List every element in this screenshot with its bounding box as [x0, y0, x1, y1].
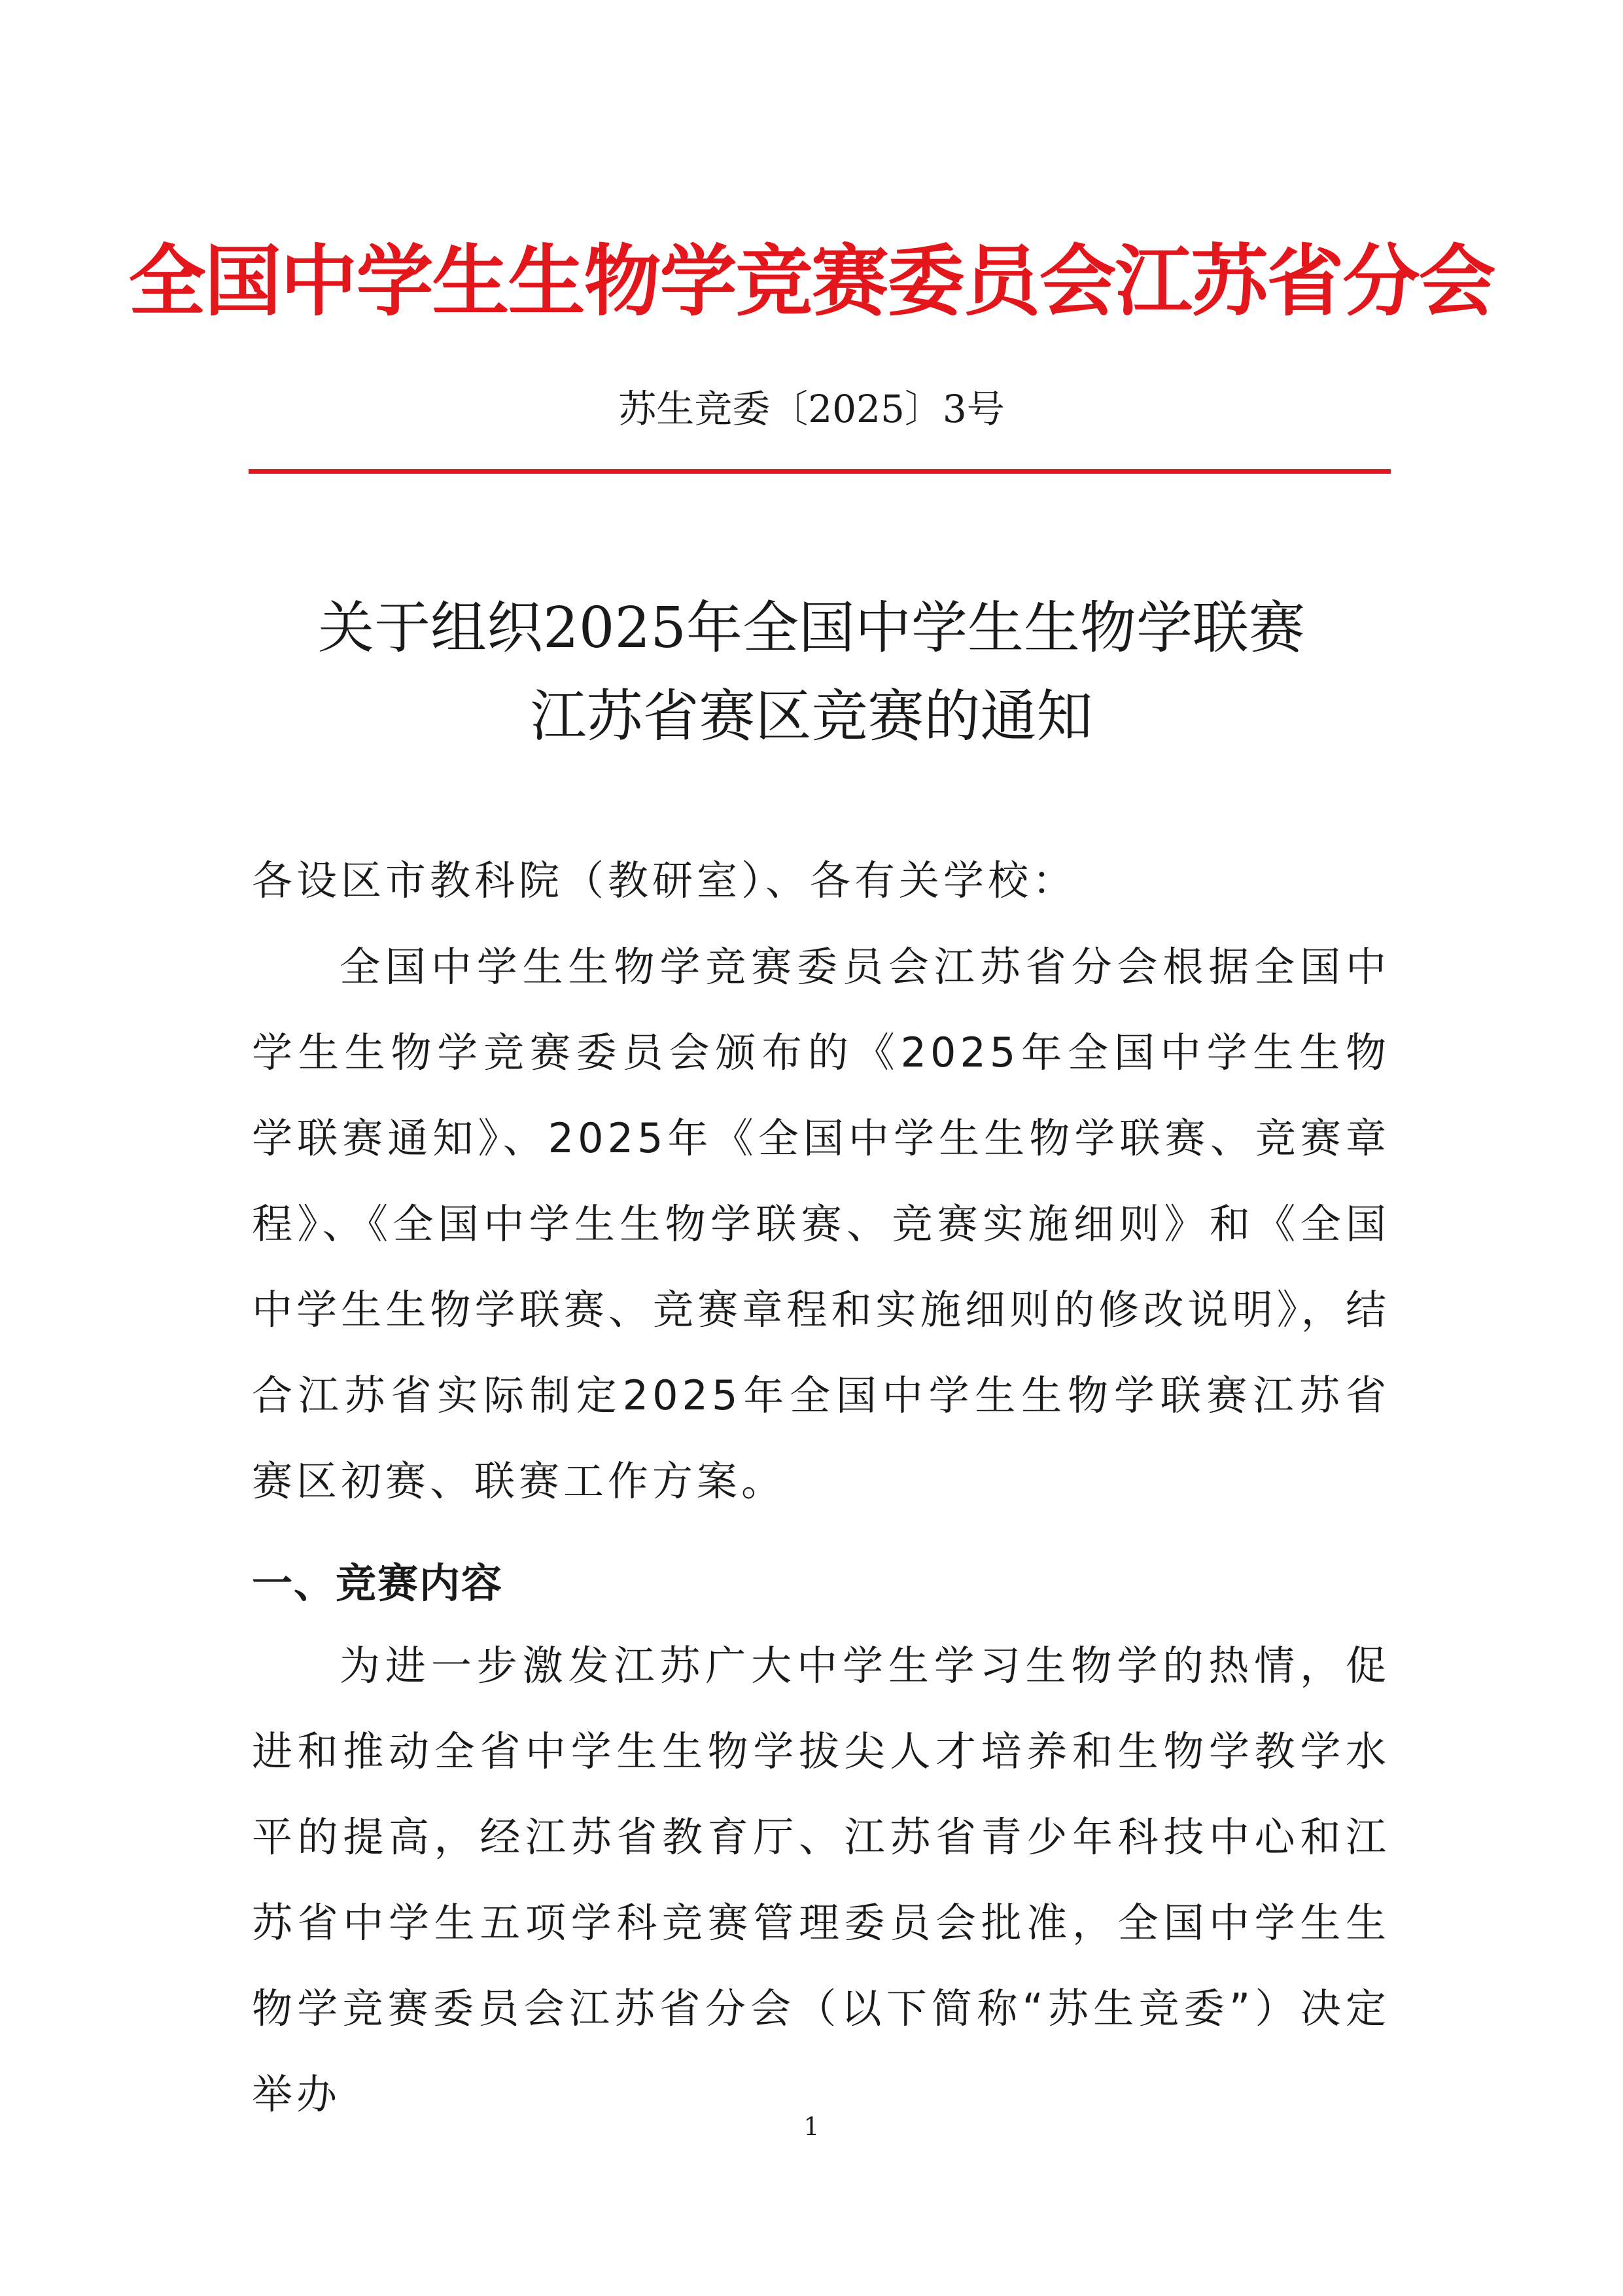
notice-title-line-2: 江苏省赛区竞赛的通知 — [530, 684, 1093, 749]
salutation: 各设区市教科院（教研室）、各有关学校： — [252, 857, 1077, 904]
notice-title-line-1: 关于组织2025年全国中学生生物学联赛 — [318, 595, 1305, 661]
section-heading-1: 一、竞赛内容 — [252, 1559, 504, 1607]
body-paragraph-2: 为进一步激发江苏广大中学生学习生物学的热情，促进和推动全省中学生生物学拔尖人才培养和生物学教学水平的提高，经江苏省教育厅、江苏省青少年科技中心和江苏省中学生五项学科竞赛管理委员会批准，全国中学生生物学竞赛委员会江苏省分会（以下简称“苏生竞委”）决定举办 — [252, 1642, 1390, 2118]
red-divider-line — [249, 469, 1391, 474]
issuing-organization-header: 全国中学生生物学竞赛委员会江苏省分会 — [128, 236, 1495, 327]
page-number: 1 — [803, 2112, 820, 2141]
document-number: 苏生竞委〔2025〕3号 — [618, 387, 1005, 431]
body-paragraph-1: 全国中学生生物学竞赛委员会江苏省分会根据全国中学生生物学竞赛委员会颁布的《2025年全国中学生生物学联赛通知》、2025年《全国中学生生物学联赛、竞赛章程》、《全国中学生生物学联赛、竞赛实施细则》和《全国中学生生物学联赛、竞赛章程和实施细则的修改说明》，结合江苏省实际制定2025年全国中学生生物学联赛江苏省赛区初赛、联赛工作方案。 — [252, 943, 1390, 1505]
